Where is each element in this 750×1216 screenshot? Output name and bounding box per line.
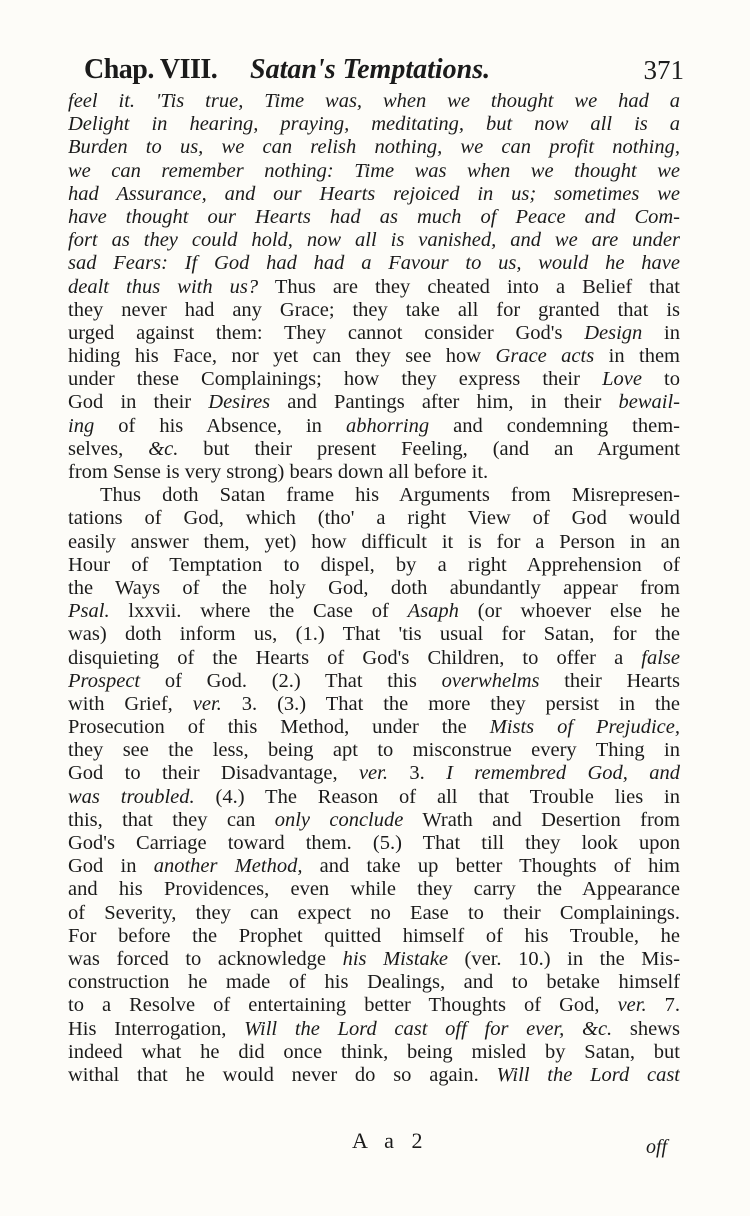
roman-span: their Hearts	[539, 669, 680, 692]
signature-mark: A a 2	[352, 1128, 429, 1153]
text-line	[68, 716, 680, 739]
text-line	[68, 229, 680, 252]
italic-span: Desires	[208, 391, 271, 414]
italic-span: Psal.	[68, 600, 110, 623]
italic-span: abhorring	[345, 414, 430, 437]
text-line	[68, 855, 680, 878]
text-line	[68, 183, 680, 206]
roman-span: of Severity, they can expect no Ease to their Complainings.	[68, 901, 680, 924]
text-line	[68, 391, 680, 414]
italic-span: Design	[584, 321, 643, 344]
text-line	[68, 484, 680, 507]
roman-span: (4.) The Reason of all that Trouble lies in	[194, 785, 680, 808]
roman-span: this, that they can	[68, 808, 275, 831]
italic-span: dealt thus with us?	[68, 275, 259, 298]
roman-span: they never had any Grace; they take all for granted that is	[68, 298, 680, 321]
italic-span: ver.	[617, 994, 647, 1017]
roman-span: tations of God, which (tho' a right View of God would	[68, 507, 680, 530]
text-line	[68, 276, 680, 299]
roman-span: with Grief,	[68, 692, 193, 715]
roman-span: withal that he would never do so again.	[68, 1063, 497, 1086]
text-line	[68, 1064, 680, 1087]
text-line	[68, 438, 680, 461]
text-line	[68, 554, 680, 577]
roman-span: 3. (3.) That the more they persist in the	[221, 692, 680, 715]
roman-span: Hour of Temptation to dispel, by a right Apprehension of	[68, 553, 680, 576]
italic-span: had Assurance, and our Hearts rejoiced in us; sometimes we	[68, 182, 680, 205]
text-line	[68, 415, 680, 438]
roman-span: was forced to acknowledge	[68, 947, 343, 970]
text-line	[68, 739, 680, 762]
text-line	[68, 299, 680, 322]
roman-span: Wrath and Desertion from	[403, 808, 680, 831]
italic-span: only conclude	[274, 808, 404, 831]
text-line	[68, 90, 680, 113]
italic-span: bewail-	[618, 391, 680, 414]
roman-span: to	[641, 368, 680, 391]
italic-span: we can remember nothing: Time was when we thought we	[68, 159, 680, 182]
italic-span: Mists of Prejudice,	[489, 716, 680, 739]
italic-span: feel it. 'Tis true, Time was, when we thought we had a	[68, 90, 680, 112]
roman-span: selves,	[68, 437, 149, 460]
roman-span: indeed what he did once think, being misled by Satan, but	[68, 1040, 680, 1063]
text-line	[68, 113, 680, 136]
italic-span: Will the Lord cast off for ever, &c.	[244, 1017, 613, 1040]
roman-span: 7.	[646, 994, 680, 1017]
text-line	[68, 322, 680, 345]
text-line	[68, 577, 680, 600]
italic-span: his Mistake	[342, 947, 448, 970]
text-line	[68, 160, 680, 183]
roman-span: lxxvii. where the Case of	[109, 600, 408, 623]
italic-span: sad Fears: If God had had a Favour to us, would he have	[68, 252, 680, 275]
roman-span: His Interrogation,	[68, 1017, 245, 1040]
roman-span: hiding his Face, nor yet can they see how	[68, 345, 496, 368]
roman-span: they see the less, being apt to misconstrue every Thing in	[68, 739, 680, 762]
roman-span: from Sense is very strong) bears down all before it.	[68, 461, 489, 483]
italic-span: &c.	[148, 437, 179, 460]
roman-span: of his Absence, in	[94, 414, 346, 437]
italic-span: Grace acts	[495, 345, 595, 368]
running-header	[84, 50, 684, 90]
text-line	[68, 623, 680, 646]
italic-span: fort as they could hold, now all is vanished, and we are under	[68, 229, 680, 252]
text-line	[68, 1041, 680, 1064]
text-line	[68, 368, 680, 391]
text-line	[68, 971, 680, 994]
roman-span: and condemning them-	[429, 414, 680, 437]
roman-span: Thus are they cheated into a Belief that	[258, 275, 680, 298]
text-line	[68, 136, 680, 159]
text-line	[68, 832, 680, 855]
roman-span: God to their Disadvantage,	[68, 762, 359, 785]
chapter-heading: Chap. VIII.	[84, 54, 218, 85]
text-line	[68, 600, 680, 623]
roman-span: Thus doth Satan frame his Arguments from Misrepresen-	[100, 484, 680, 507]
italic-span: Delight in hearing, praying, meditating, but now all is a	[68, 113, 680, 136]
text-line	[68, 809, 680, 832]
italic-span: another Method,	[153, 855, 303, 878]
text-line	[68, 507, 680, 530]
roman-span: of God. (2.) That this	[140, 669, 442, 692]
roman-span: and his Providences, even while they carry the Appearance	[68, 878, 680, 901]
italic-span: overwhelms	[441, 669, 540, 692]
roman-span: God in	[68, 855, 154, 878]
text-line	[68, 786, 680, 809]
italic-span: ver.	[358, 762, 388, 785]
roman-span: in	[642, 321, 680, 344]
roman-span: was) doth inform us, (1.) That 'tis usual for Satan, for the	[68, 623, 680, 646]
italic-span: Love	[602, 368, 642, 391]
roman-span: shews	[612, 1017, 680, 1040]
text-line	[68, 206, 680, 229]
text-line	[68, 878, 680, 901]
roman-span: God's Carriage toward them. (5.) That till they look upon	[68, 832, 680, 854]
text-line	[68, 925, 680, 948]
roman-span: easily answer them, yet) how difficult it is for a Person in an	[68, 530, 680, 553]
italic-span: have thought our Hearts had as much of Peace and Com-	[68, 205, 680, 228]
text-line	[68, 902, 680, 925]
italic-span: ver.	[192, 692, 222, 715]
catchword: off	[646, 1136, 668, 1158]
text-line	[68, 647, 680, 670]
italic-span: was troubled.	[68, 785, 195, 808]
roman-span: God in their	[68, 391, 209, 414]
roman-span: (ver. 10.) in the Mis-	[447, 947, 680, 970]
roman-span: 3.	[387, 762, 447, 785]
roman-span: under these Complainings; how they express their	[68, 368, 603, 391]
roman-span: to a Resolve of entertaining better Thoughts of God,	[68, 994, 618, 1017]
italic-span: Prospect	[68, 669, 141, 692]
roman-span: Prosecution of this Method, under the	[68, 716, 490, 739]
text-line	[68, 252, 680, 275]
roman-span: urged against them: They cannot consider God's	[68, 321, 585, 344]
text-line	[68, 948, 680, 971]
roman-span: the Ways of the holy God, doth abundantly appear from	[68, 576, 680, 599]
page-footer	[0, 1128, 750, 1168]
text-line	[68, 345, 680, 368]
text-line	[68, 762, 680, 785]
text-line	[68, 1018, 680, 1041]
text-line	[68, 531, 680, 554]
roman-span: disquieting of the Hearts of God's Children, to offer a	[68, 646, 642, 669]
body-text	[68, 90, 680, 1087]
italic-span: I remembred God, and	[446, 762, 680, 785]
text-line	[68, 461, 680, 484]
text-line	[68, 670, 680, 693]
roman-span: construction he made of his Dealings, and to betake himself	[68, 971, 680, 994]
roman-span: but their present Feeling, (and an Argument	[178, 437, 680, 460]
text-line	[68, 693, 680, 716]
italic-span: Asaph	[407, 600, 459, 623]
page-number: 371	[643, 55, 684, 85]
roman-span: (or whoever else he	[458, 600, 680, 623]
roman-span: and Pantings after him, in their	[270, 391, 619, 414]
italic-span: false	[641, 646, 680, 669]
italic-span: ing	[68, 414, 95, 437]
italic-span: Burden to us, we can relish nothing, we can profit nothing,	[68, 136, 680, 159]
roman-span: in them	[594, 345, 680, 368]
running-title: Satan's Temptations.	[250, 54, 491, 85]
roman-span: For before the Prophet quitted himself of his Trouble, he	[68, 924, 680, 947]
text-line	[68, 994, 680, 1017]
italic-span: Will the Lord cast	[496, 1063, 680, 1086]
roman-span: and take up better Thoughts of him	[302, 855, 680, 878]
